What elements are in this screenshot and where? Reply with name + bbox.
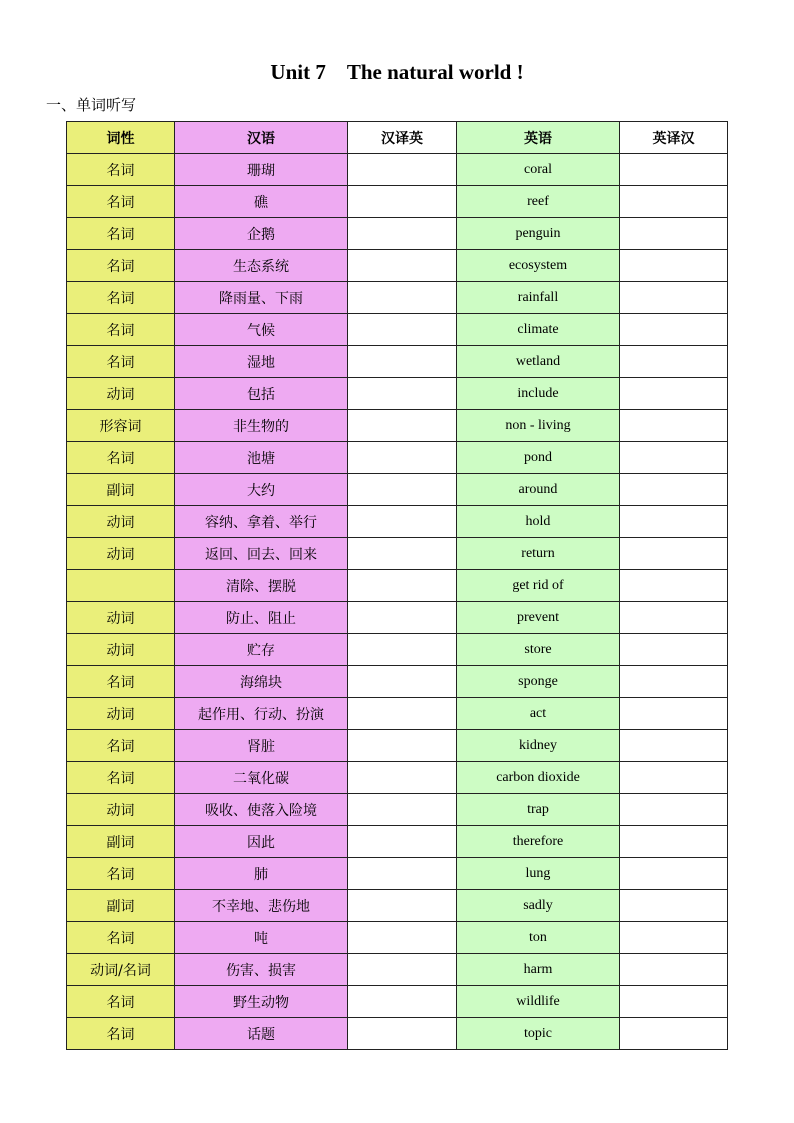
header-english: 英语 xyxy=(457,122,620,154)
table-row xyxy=(67,154,728,186)
english-to-chinese-answer-cell[interactable] xyxy=(620,314,728,346)
chinese-meaning-cell: 因此 xyxy=(175,826,348,858)
english-word-cell: sadly xyxy=(457,890,620,922)
chinese-meaning-cell: 珊瑚 xyxy=(175,154,348,186)
part-of-speech-cell: 副词 xyxy=(67,474,175,506)
part-of-speech-cell: 名词 xyxy=(67,986,175,1018)
part-of-speech-cell: 名词 xyxy=(67,666,175,698)
chinese-to-english-answer-cell[interactable] xyxy=(348,314,457,346)
chinese-meaning-cell: 池塘 xyxy=(175,442,348,474)
part-of-speech-cell xyxy=(67,570,175,602)
section-heading: 一、单词听写 xyxy=(46,96,137,114)
english-to-chinese-answer-cell[interactable] xyxy=(620,410,728,442)
english-to-chinese-answer-cell[interactable] xyxy=(620,666,728,698)
table-row xyxy=(67,890,728,922)
chinese-to-english-answer-cell[interactable] xyxy=(348,474,457,506)
chinese-meaning-cell: 大约 xyxy=(175,474,348,506)
chinese-to-english-answer-cell[interactable] xyxy=(348,506,457,538)
chinese-meaning-cell: 防止、阻止 xyxy=(175,602,348,634)
chinese-to-english-answer-cell[interactable] xyxy=(348,826,457,858)
chinese-to-english-answer-cell[interactable] xyxy=(348,666,457,698)
english-to-chinese-answer-cell[interactable] xyxy=(620,602,728,634)
english-to-chinese-answer-cell[interactable] xyxy=(620,794,728,826)
english-to-chinese-answer-cell[interactable] xyxy=(620,218,728,250)
chinese-meaning-cell: 吨 xyxy=(175,922,348,954)
part-of-speech-cell: 名词 xyxy=(67,442,175,474)
header-chinese-to-english: 汉译英 xyxy=(348,122,457,154)
table-row xyxy=(67,1018,728,1050)
part-of-speech-cell: 动词 xyxy=(67,506,175,538)
english-to-chinese-answer-cell[interactable] xyxy=(620,282,728,314)
header-part-of-speech: 词性 xyxy=(67,122,175,154)
chinese-meaning-cell: 肾脏 xyxy=(175,730,348,762)
table-row xyxy=(67,570,728,602)
english-to-chinese-answer-cell[interactable] xyxy=(620,634,728,666)
chinese-to-english-answer-cell[interactable] xyxy=(348,218,457,250)
table-row xyxy=(67,826,728,858)
english-word-cell: trap xyxy=(457,794,620,826)
english-to-chinese-answer-cell[interactable] xyxy=(620,762,728,794)
chinese-meaning-cell: 生态系统 xyxy=(175,250,348,282)
english-word-cell: sponge xyxy=(457,666,620,698)
chinese-meaning-cell: 清除、摆脱 xyxy=(175,570,348,602)
table-row xyxy=(67,538,728,570)
english-to-chinese-answer-cell[interactable] xyxy=(620,474,728,506)
english-word-cell: harm xyxy=(457,954,620,986)
part-of-speech-cell: 名词 xyxy=(67,1018,175,1050)
english-to-chinese-answer-cell[interactable] xyxy=(620,442,728,474)
chinese-meaning-cell: 返回、回去、回来 xyxy=(175,538,348,570)
english-word-cell: around xyxy=(457,474,620,506)
chinese-to-english-answer-cell[interactable] xyxy=(348,954,457,986)
header-english-to-chinese: 英译汉 xyxy=(620,122,728,154)
part-of-speech-cell: 形容词 xyxy=(67,410,175,442)
chinese-meaning-cell: 礁 xyxy=(175,186,348,218)
english-word-cell: kidney xyxy=(457,730,620,762)
chinese-meaning-cell: 包括 xyxy=(175,378,348,410)
table-row xyxy=(67,954,728,986)
chinese-to-english-answer-cell[interactable] xyxy=(348,730,457,762)
chinese-meaning-cell: 企鹅 xyxy=(175,218,348,250)
chinese-to-english-answer-cell[interactable] xyxy=(348,698,457,730)
chinese-meaning-cell: 野生动物 xyxy=(175,986,348,1018)
chinese-meaning-cell: 非生物的 xyxy=(175,410,348,442)
english-to-chinese-answer-cell[interactable] xyxy=(620,730,728,762)
english-word-cell: topic xyxy=(457,1018,620,1050)
part-of-speech-cell: 名词 xyxy=(67,922,175,954)
chinese-to-english-answer-cell[interactable] xyxy=(348,890,457,922)
part-of-speech-cell: 动词 xyxy=(67,378,175,410)
chinese-to-english-answer-cell[interactable] xyxy=(348,762,457,794)
table-row xyxy=(67,602,728,634)
table-row xyxy=(67,442,728,474)
english-word-cell: wildlife xyxy=(457,986,620,1018)
table-row xyxy=(67,986,728,1018)
english-to-chinese-answer-cell[interactable] xyxy=(620,186,728,218)
english-to-chinese-answer-cell[interactable] xyxy=(620,826,728,858)
english-word-cell: climate xyxy=(457,314,620,346)
part-of-speech-cell: 名词 xyxy=(67,250,175,282)
english-word-cell: return xyxy=(457,538,620,570)
table-row xyxy=(67,858,728,890)
chinese-meaning-cell: 吸收、使落入险境 xyxy=(175,794,348,826)
table-row xyxy=(67,634,728,666)
chinese-meaning-cell: 肺 xyxy=(175,858,348,890)
english-to-chinese-answer-cell[interactable] xyxy=(620,570,728,602)
english-word-cell: penguin xyxy=(457,218,620,250)
table-header-row xyxy=(67,122,728,154)
table-row xyxy=(67,314,728,346)
part-of-speech-cell: 动词 xyxy=(67,794,175,826)
table-row xyxy=(67,698,728,730)
english-to-chinese-answer-cell[interactable] xyxy=(620,698,728,730)
chinese-to-english-answer-cell[interactable] xyxy=(348,570,457,602)
table-row xyxy=(67,506,728,538)
english-to-chinese-answer-cell[interactable] xyxy=(620,250,728,282)
page-title: Unit 7 The natural world ! xyxy=(270,60,524,84)
english-word-cell: therefore xyxy=(457,826,620,858)
english-word-cell: store xyxy=(457,634,620,666)
english-word-cell: non - living xyxy=(457,410,620,442)
chinese-meaning-cell: 贮存 xyxy=(175,634,348,666)
chinese-meaning-cell: 气候 xyxy=(175,314,348,346)
table-row xyxy=(67,218,728,250)
chinese-meaning-cell: 伤害、损害 xyxy=(175,954,348,986)
part-of-speech-cell: 名词 xyxy=(67,186,175,218)
chinese-to-english-answer-cell[interactable] xyxy=(348,410,457,442)
part-of-speech-cell: 副词 xyxy=(67,890,175,922)
table-row xyxy=(67,762,728,794)
english-word-cell: lung xyxy=(457,858,620,890)
part-of-speech-cell: 动词 xyxy=(67,602,175,634)
chinese-to-english-answer-cell[interactable] xyxy=(348,602,457,634)
table-row xyxy=(67,730,728,762)
header-chinese: 汉语 xyxy=(175,122,348,154)
table-body xyxy=(67,154,728,1050)
english-word-cell: act xyxy=(457,698,620,730)
vocabulary-table xyxy=(66,121,728,1050)
english-to-chinese-answer-cell[interactable] xyxy=(620,922,728,954)
english-to-chinese-answer-cell[interactable] xyxy=(620,858,728,890)
chinese-to-english-answer-cell[interactable] xyxy=(348,922,457,954)
table-row xyxy=(67,410,728,442)
table-row xyxy=(67,378,728,410)
table-row xyxy=(67,346,728,378)
english-word-cell: hold xyxy=(457,506,620,538)
english-word-cell: get rid of xyxy=(457,570,620,602)
english-to-chinese-answer-cell[interactable] xyxy=(620,986,728,1018)
english-to-chinese-answer-cell[interactable] xyxy=(620,954,728,986)
english-to-chinese-answer-cell[interactable] xyxy=(620,1018,728,1050)
chinese-meaning-cell: 容纳、拿着、举行 xyxy=(175,506,348,538)
chinese-meaning-cell: 起作用、行动、扮演 xyxy=(175,698,348,730)
part-of-speech-cell: 名词 xyxy=(67,314,175,346)
table-row xyxy=(67,794,728,826)
part-of-speech-cell: 名词 xyxy=(67,346,175,378)
english-word-cell: include xyxy=(457,378,620,410)
english-word-cell: reef xyxy=(457,186,620,218)
english-word-cell: prevent xyxy=(457,602,620,634)
chinese-to-english-answer-cell[interactable] xyxy=(348,154,457,186)
chinese-meaning-cell: 话题 xyxy=(175,1018,348,1050)
table-row xyxy=(67,474,728,506)
english-to-chinese-answer-cell[interactable] xyxy=(620,346,728,378)
table-row xyxy=(67,186,728,218)
english-word-cell: rainfall xyxy=(457,282,620,314)
english-to-chinese-answer-cell[interactable] xyxy=(620,154,728,186)
chinese-meaning-cell: 不幸地、悲伤地 xyxy=(175,890,348,922)
chinese-meaning-cell: 海绵块 xyxy=(175,666,348,698)
part-of-speech-cell: 名词 xyxy=(67,730,175,762)
chinese-to-english-answer-cell[interactable] xyxy=(348,634,457,666)
table-row xyxy=(67,666,728,698)
chinese-meaning-cell: 降雨量、下雨 xyxy=(175,282,348,314)
chinese-to-english-answer-cell[interactable] xyxy=(348,1018,457,1050)
table-row xyxy=(67,282,728,314)
chinese-to-english-answer-cell[interactable] xyxy=(348,378,457,410)
part-of-speech-cell: 副词 xyxy=(67,826,175,858)
chinese-to-english-answer-cell[interactable] xyxy=(348,858,457,890)
part-of-speech-cell: 名词 xyxy=(67,218,175,250)
part-of-speech-cell: 名词 xyxy=(67,762,175,794)
english-word-cell: ton xyxy=(457,922,620,954)
part-of-speech-cell: 动词 xyxy=(67,698,175,730)
english-to-chinese-answer-cell[interactable] xyxy=(620,378,728,410)
chinese-meaning-cell: 二氧化碳 xyxy=(175,762,348,794)
chinese-to-english-answer-cell[interactable] xyxy=(348,986,457,1018)
english-to-chinese-answer-cell[interactable] xyxy=(620,506,728,538)
chinese-to-english-answer-cell[interactable] xyxy=(348,282,457,314)
english-to-chinese-answer-cell[interactable] xyxy=(620,538,728,570)
chinese-to-english-answer-cell[interactable] xyxy=(348,186,457,218)
part-of-speech-cell: 名词 xyxy=(67,282,175,314)
chinese-to-english-answer-cell[interactable] xyxy=(348,250,457,282)
english-word-cell: coral xyxy=(457,154,620,186)
english-word-cell: carbon dioxide xyxy=(457,762,620,794)
english-word-cell: pond xyxy=(457,442,620,474)
part-of-speech-cell: 动词 xyxy=(67,634,175,666)
part-of-speech-cell: 动词 xyxy=(67,538,175,570)
part-of-speech-cell: 名词 xyxy=(67,154,175,186)
english-word-cell: ecosystem xyxy=(457,250,620,282)
english-to-chinese-answer-cell[interactable] xyxy=(620,890,728,922)
part-of-speech-cell: 动词/名词 xyxy=(67,954,175,986)
chinese-meaning-cell: 湿地 xyxy=(175,346,348,378)
table-row xyxy=(67,922,728,954)
chinese-to-english-answer-cell[interactable] xyxy=(348,346,457,378)
chinese-to-english-answer-cell[interactable] xyxy=(348,442,457,474)
english-word-cell: wetland xyxy=(457,346,620,378)
chinese-to-english-answer-cell[interactable] xyxy=(348,538,457,570)
part-of-speech-cell: 名词 xyxy=(67,858,175,890)
table-row xyxy=(67,250,728,282)
chinese-to-english-answer-cell[interactable] xyxy=(348,794,457,826)
